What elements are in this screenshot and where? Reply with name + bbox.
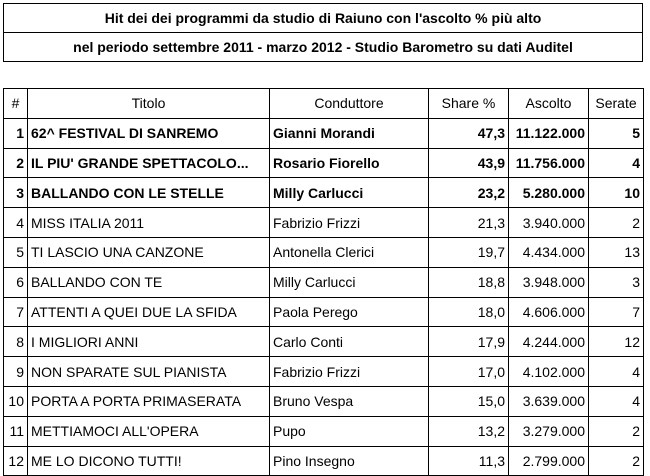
cell-host: Antonella Clerici	[270, 237, 429, 267]
cell-rank: 10	[4, 386, 28, 416]
cell-nights: 7	[589, 297, 644, 327]
cell-rank: 7	[4, 297, 28, 327]
cell-rank: 2	[4, 148, 28, 178]
cell-nights: 2	[589, 446, 644, 476]
cell-host: Pupo	[270, 416, 429, 446]
cell-title: ATTENTI A QUEI DUE LA SFIDA	[28, 297, 270, 327]
cell-title: METTIAMOCI ALL'OPERA	[28, 416, 270, 446]
cell-audience: 3.639.000	[509, 386, 589, 416]
column-header-rank: #	[4, 89, 28, 119]
cell-share: 13,2	[429, 416, 509, 446]
cell-audience: 3.279.000	[509, 416, 589, 446]
cell-host: Milly Carlucci	[270, 178, 429, 208]
cell-audience: 4.102.000	[509, 357, 589, 387]
cell-rank: 8	[4, 327, 28, 357]
page-subtitle: nel periodo settembre 2011 - marzo 2012 - Studio Barometro su dati Auditel	[4, 32, 642, 62]
cell-share: 18,8	[429, 267, 509, 297]
cell-rank: 3	[4, 178, 28, 208]
cell-share: 11,3	[429, 446, 509, 476]
cell-title: PORTA A PORTA PRIMASERATA	[28, 386, 270, 416]
cell-title: I MIGLIORI ANNI	[28, 327, 270, 357]
cell-host: Carlo Conti	[270, 327, 429, 357]
ranking-table	[3, 88, 644, 476]
page-title: Hit dei dei programmi da studio di Raiuno con l'ascolto % più alto	[104, 10, 542, 26]
cell-nights: 13	[589, 237, 644, 267]
cell-nights: 4	[589, 148, 644, 178]
cell-rank: 1	[4, 118, 28, 148]
cell-share: 15,0	[429, 386, 509, 416]
cell-nights: 5	[589, 118, 644, 148]
table-row	[4, 148, 644, 178]
cell-share: 19,7	[429, 237, 509, 267]
cell-audience: 2.799.000	[509, 446, 589, 476]
cell-rank: 11	[4, 416, 28, 446]
cell-audience: 3.948.000	[509, 267, 589, 297]
cell-audience: 4.434.000	[509, 237, 589, 267]
column-header-audience: Ascolto	[509, 89, 589, 119]
table-row	[4, 446, 644, 476]
table-row	[4, 386, 644, 416]
table-row	[4, 208, 644, 238]
cell-title: TI LASCIO UNA CANZONE	[28, 237, 270, 267]
table-row	[4, 357, 644, 387]
cell-share: 17,9	[429, 327, 509, 357]
cell-host: Fabrizio Frizzi	[270, 357, 429, 387]
cell-rank: 9	[4, 357, 28, 387]
table-row	[4, 327, 644, 357]
cell-nights: 10	[589, 178, 644, 208]
cell-rank: 4	[4, 208, 28, 238]
cell-audience: 11.122.000	[509, 118, 589, 148]
cell-host: Fabrizio Frizzi	[270, 208, 429, 238]
cell-title: IL PIU' GRANDE SPETTACOLO...	[28, 148, 270, 178]
table-row	[4, 297, 644, 327]
cell-share: 21,3	[429, 208, 509, 238]
cell-nights: 4	[589, 386, 644, 416]
column-header-host: Conduttore	[270, 89, 429, 119]
table-row	[4, 416, 644, 446]
cell-share: 43,9	[429, 148, 509, 178]
cell-rank: 5	[4, 237, 28, 267]
cell-title: 62^ FESTIVAL DI SANREMO	[28, 118, 270, 148]
cell-title: BALLANDO CON TE	[28, 267, 270, 297]
table-row	[4, 267, 644, 297]
cell-nights: 4	[589, 357, 644, 387]
cell-nights: 3	[589, 267, 644, 297]
cell-audience: 3.940.000	[509, 208, 589, 238]
cell-rank: 6	[4, 267, 28, 297]
cell-title: MISS ITALIA 2011	[28, 208, 270, 238]
cell-share: 23,2	[429, 178, 509, 208]
cell-host: Gianni Morandi	[270, 118, 429, 148]
cell-audience: 4.606.000	[509, 297, 589, 327]
column-header-nights: Serate	[589, 89, 644, 119]
cell-nights: 2	[589, 208, 644, 238]
cell-share: 18,0	[429, 297, 509, 327]
column-header-title: Titolo	[28, 89, 270, 119]
table-row	[4, 237, 644, 267]
cell-title: NON SPARATE SUL PIANISTA	[28, 357, 270, 387]
cell-share: 17,0	[429, 357, 509, 387]
cell-host: Milly Carlucci	[270, 267, 429, 297]
cell-nights: 12	[589, 327, 644, 357]
table-row	[4, 178, 644, 208]
table-row	[4, 118, 644, 148]
cell-audience: 11.756.000	[509, 148, 589, 178]
cell-title: BALLANDO CON LE STELLE	[28, 178, 270, 208]
title-box	[3, 3, 643, 62]
table-header-row	[4, 89, 644, 119]
cell-nights: 2	[589, 416, 644, 446]
cell-audience: 5.280.000	[509, 178, 589, 208]
column-header-share: Share %	[429, 89, 509, 119]
cell-audience: 4.244.000	[509, 327, 589, 357]
cell-rank: 12	[4, 446, 28, 476]
cell-host: Bruno Vespa	[270, 386, 429, 416]
cell-host: Paola Perego	[270, 297, 429, 327]
cell-host: Rosario Fiorello	[270, 148, 429, 178]
cell-host: Pino Insegno	[270, 446, 429, 476]
cell-title: ME LO DICONO TUTTI!	[28, 446, 270, 476]
cell-share: 47,3	[429, 118, 509, 148]
